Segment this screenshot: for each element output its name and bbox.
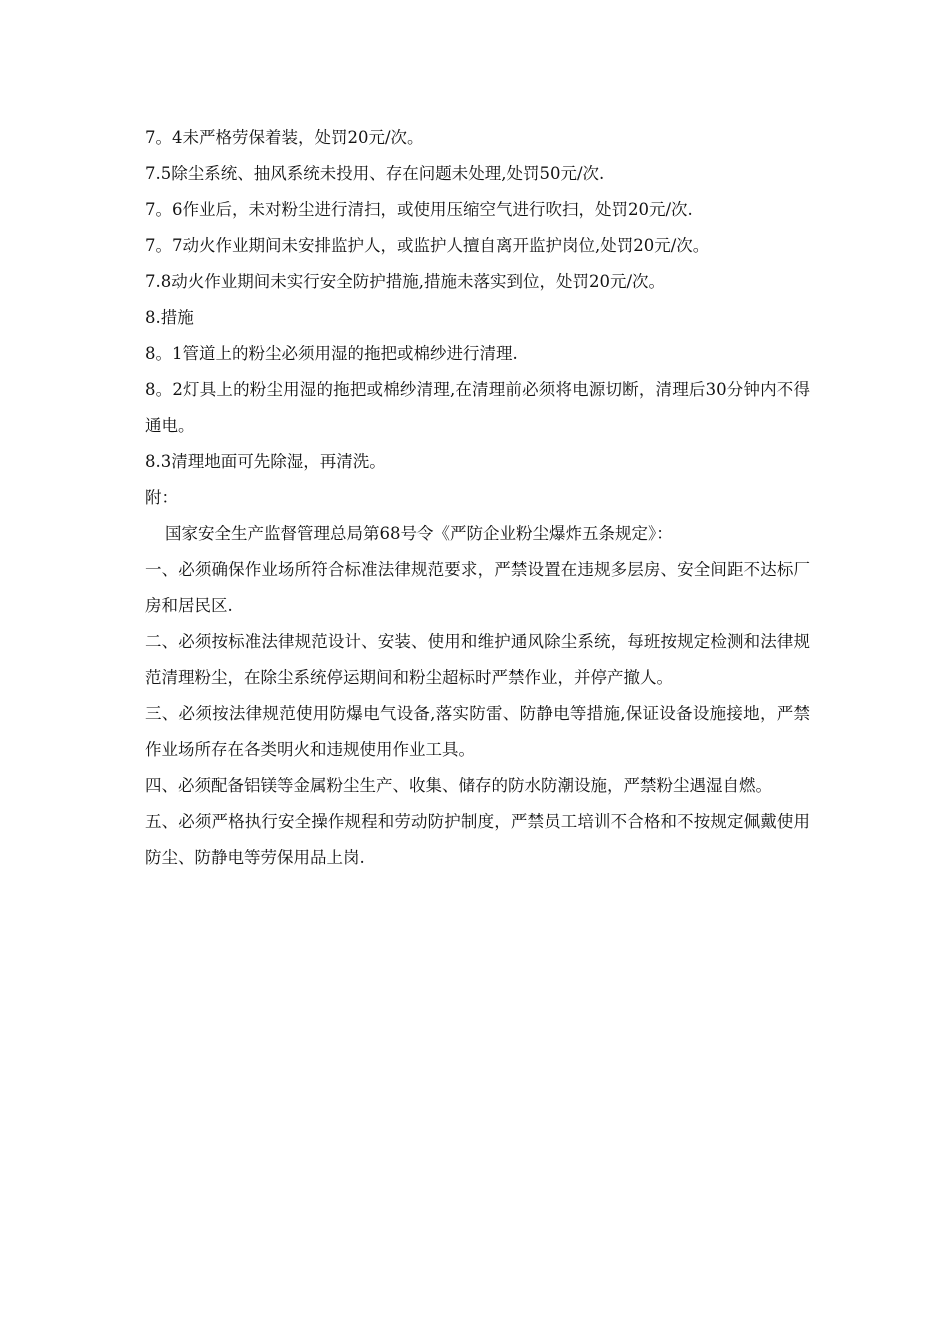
- regulation-3: 三、必须按法律规范使用防爆电气设备,落实防雷、防静电等措施,保证设备设施接地，严禁作业场所存在各类明火和违规使用作业工具。: [145, 704, 810, 759]
- measure-8-1: 8。1管道上的粉尘必须用湿的拖把或棉纱进行清理.: [145, 344, 518, 363]
- rule-7-6: 7。6作业后，未对粉尘进行清扫，或使用压缩空气进行吹扫，处罚20元/次.: [145, 200, 693, 219]
- measure-8-2: 8。2灯具上的粉尘用湿的拖把或棉纱清理,在清理前必须将电源切断，清理后30分钟内不得通电。: [145, 380, 810, 435]
- regulation-5: 五、必须严格执行安全操作规程和劳动防护制度，严禁员工培训不合格和不按规定佩戴使用防尘、防静电等劳保用品上岗.: [145, 812, 810, 867]
- regulation-2: 二、必须按标准法律规范设计、安装、使用和维护通风除尘系统，每班按规定检测和法律规范清理粉尘，在除尘系统停运期间和粉尘超标时严禁作业，并停产撤人。: [145, 632, 810, 687]
- rule-7-8: 7.8动火作业期间未实行安全防护措施,措施未落实到位，处罚20元/次。: [145, 272, 666, 291]
- rule-7-7: 7。7动火作业期间未安排监护人，或监护人擅自离开监护岗位,处罚20元/次。: [145, 236, 710, 255]
- appendix-label: 附：: [145, 488, 178, 507]
- regulation-4: 四、必须配备铝镁等金属粉尘生产、收集、储存的防水防潮设施，严禁粉尘遇湿自燃。: [145, 776, 772, 795]
- document-body: [145, 120, 810, 876]
- section-8-heading: 8.措施: [145, 308, 194, 327]
- appendix-title: 国家安全生产监督管理总局第68号令《严防企业粉尘爆炸五条规定》：: [165, 524, 673, 543]
- regulation-1: 一、必须确保作业场所符合标准法律规范要求，严禁设置在违规多层房、安全间距不达标厂房和居民区.: [145, 560, 810, 615]
- rule-7-5: 7.5除尘系统、抽风系统未投用、存在问题未处理,处罚50元/次.: [145, 164, 605, 183]
- measure-8-3: 8.3清理地面可先除湿，再清洗。: [145, 452, 386, 471]
- rule-7-4: 7。4未严格劳保着装，处罚20元/次。: [145, 128, 424, 147]
